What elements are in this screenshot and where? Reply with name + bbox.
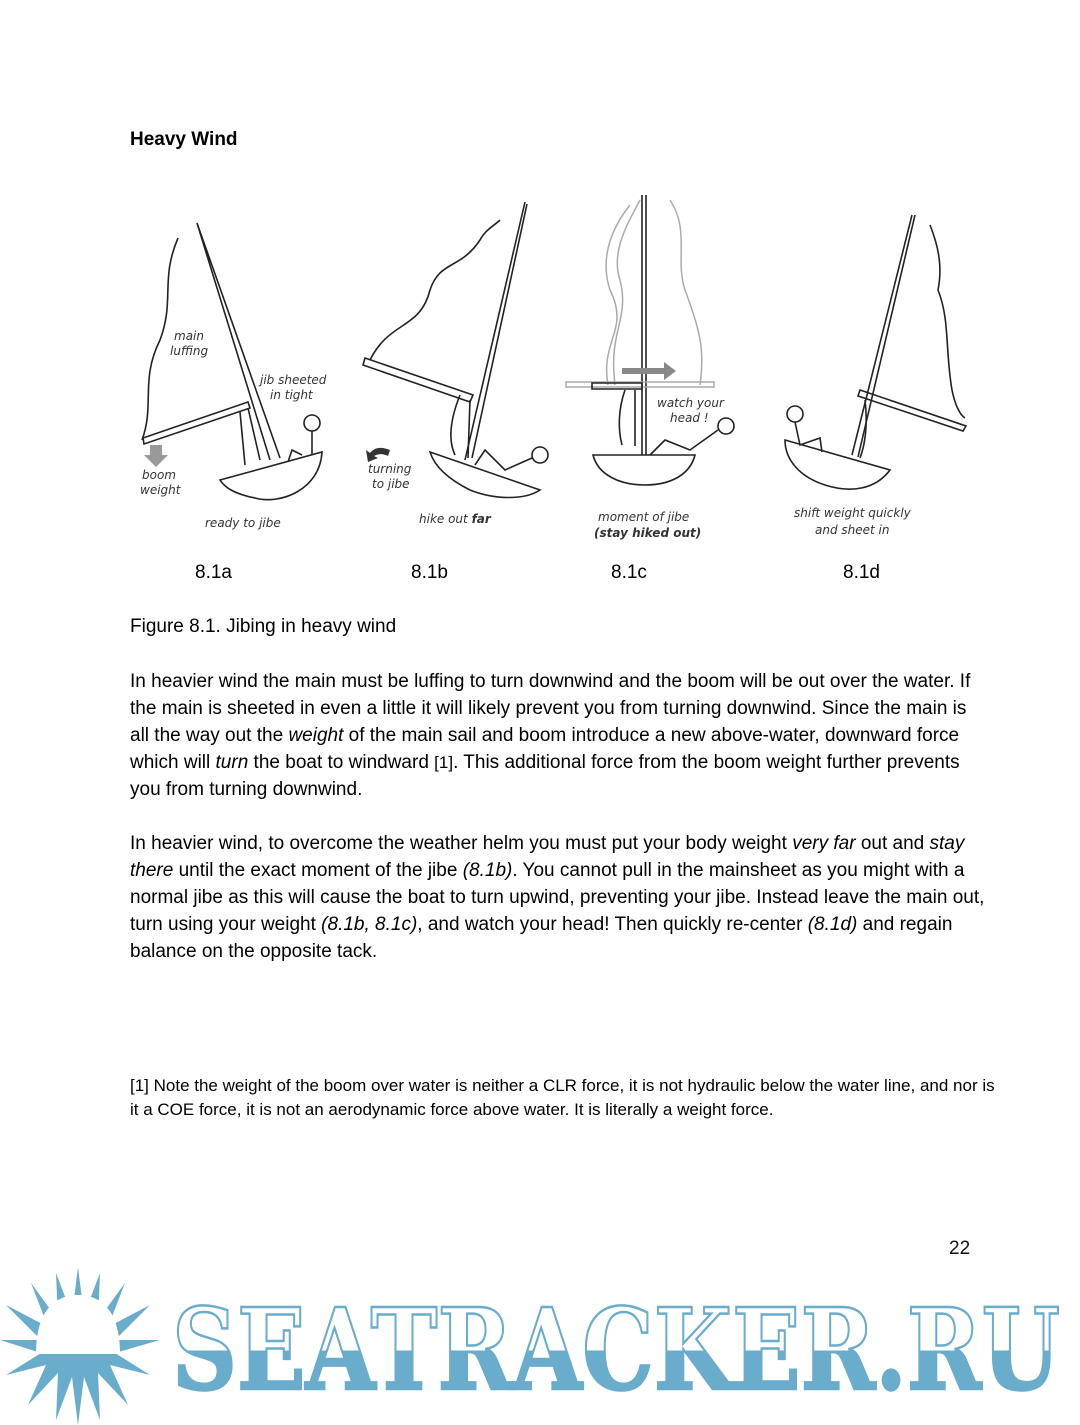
- panel-caption: moment of jibe: [598, 510, 690, 524]
- note: in tight: [270, 388, 313, 402]
- panel-caption: hike out far: [419, 512, 491, 526]
- figure-label-8-1d: 8.1d: [843, 562, 880, 583]
- note: luffing: [170, 344, 209, 358]
- note: boom: [142, 468, 176, 482]
- sun-logo-icon: [0, 1267, 160, 1425]
- panel-caption-2: and sheet in: [815, 523, 890, 537]
- footnote: [1] Note the weight of the boom over water is neither a CLR force, it is not hydraulic below the water line, and nor is it a COE force, it is not an aerodynamic force above water. It is literally a weight force.: [130, 1076, 995, 1119]
- section-heading: Heavy Wind: [130, 129, 238, 150]
- panel-8-1d-illustration: [785, 215, 966, 537]
- note: watch your: [657, 396, 724, 410]
- panel-8-1b-illustration: [363, 202, 548, 526]
- note: main: [174, 329, 204, 343]
- figure-label-8-1b: 8.1b: [411, 562, 448, 583]
- figure-label-8-1a: 8.1a: [195, 562, 232, 583]
- note: turning: [368, 462, 412, 476]
- figure-label-8-1c: 8.1c: [611, 562, 647, 583]
- seatracker-watermark: [0, 1265, 1080, 1425]
- figure-caption: Figure 8.1. Jibing in heavy wind: [130, 616, 397, 637]
- watermark-text: SEATRACKER.RU: [172, 1285, 1060, 1416]
- panel-8-1a-illustration: [140, 223, 327, 530]
- note: jib sheeted: [260, 373, 327, 387]
- paragraph: In heavier wind the main must be luffing to turn downwind and the boom will be out over the water. If the main is sheeted in even a little it will likely prevent you from turning downwind. Since the main is all the way out the weight of the main sail and boom introduce a new above-water, downward force which will turn the boat to windward [1]. This additional force from the boom weight further prevents you from turning downwind.: [130, 671, 971, 800]
- footnote-ref[interactable]: [1]: [434, 753, 454, 772]
- note: head !: [670, 411, 709, 425]
- note: to jibe: [372, 477, 410, 491]
- jibing-figure: [130, 190, 980, 550]
- panel-8-1c-illustration: [566, 195, 734, 540]
- paragraph: In heavier wind, to overcome the weather helm you must put your body weight very far out and stay there until the exact moment of the jibe (8.1b). You cannot pull in the mainsheet as you might with a normal jibe as this will cause the boat to turn upwind, preventing your jibe. Instead leave the main out, turn using your weight (8.1b, 8.1c), and watch your head! Then quickly re-center (8.1d) and regain balance on the opposite tack.: [130, 833, 985, 962]
- panel-caption: shift weight quickly: [794, 506, 911, 520]
- note: weight: [140, 483, 181, 497]
- panel-caption: ready to jibe: [205, 516, 281, 530]
- page-number: 22: [949, 1238, 971, 1259]
- panel-caption-2: (stay hiked out): [594, 526, 702, 540]
